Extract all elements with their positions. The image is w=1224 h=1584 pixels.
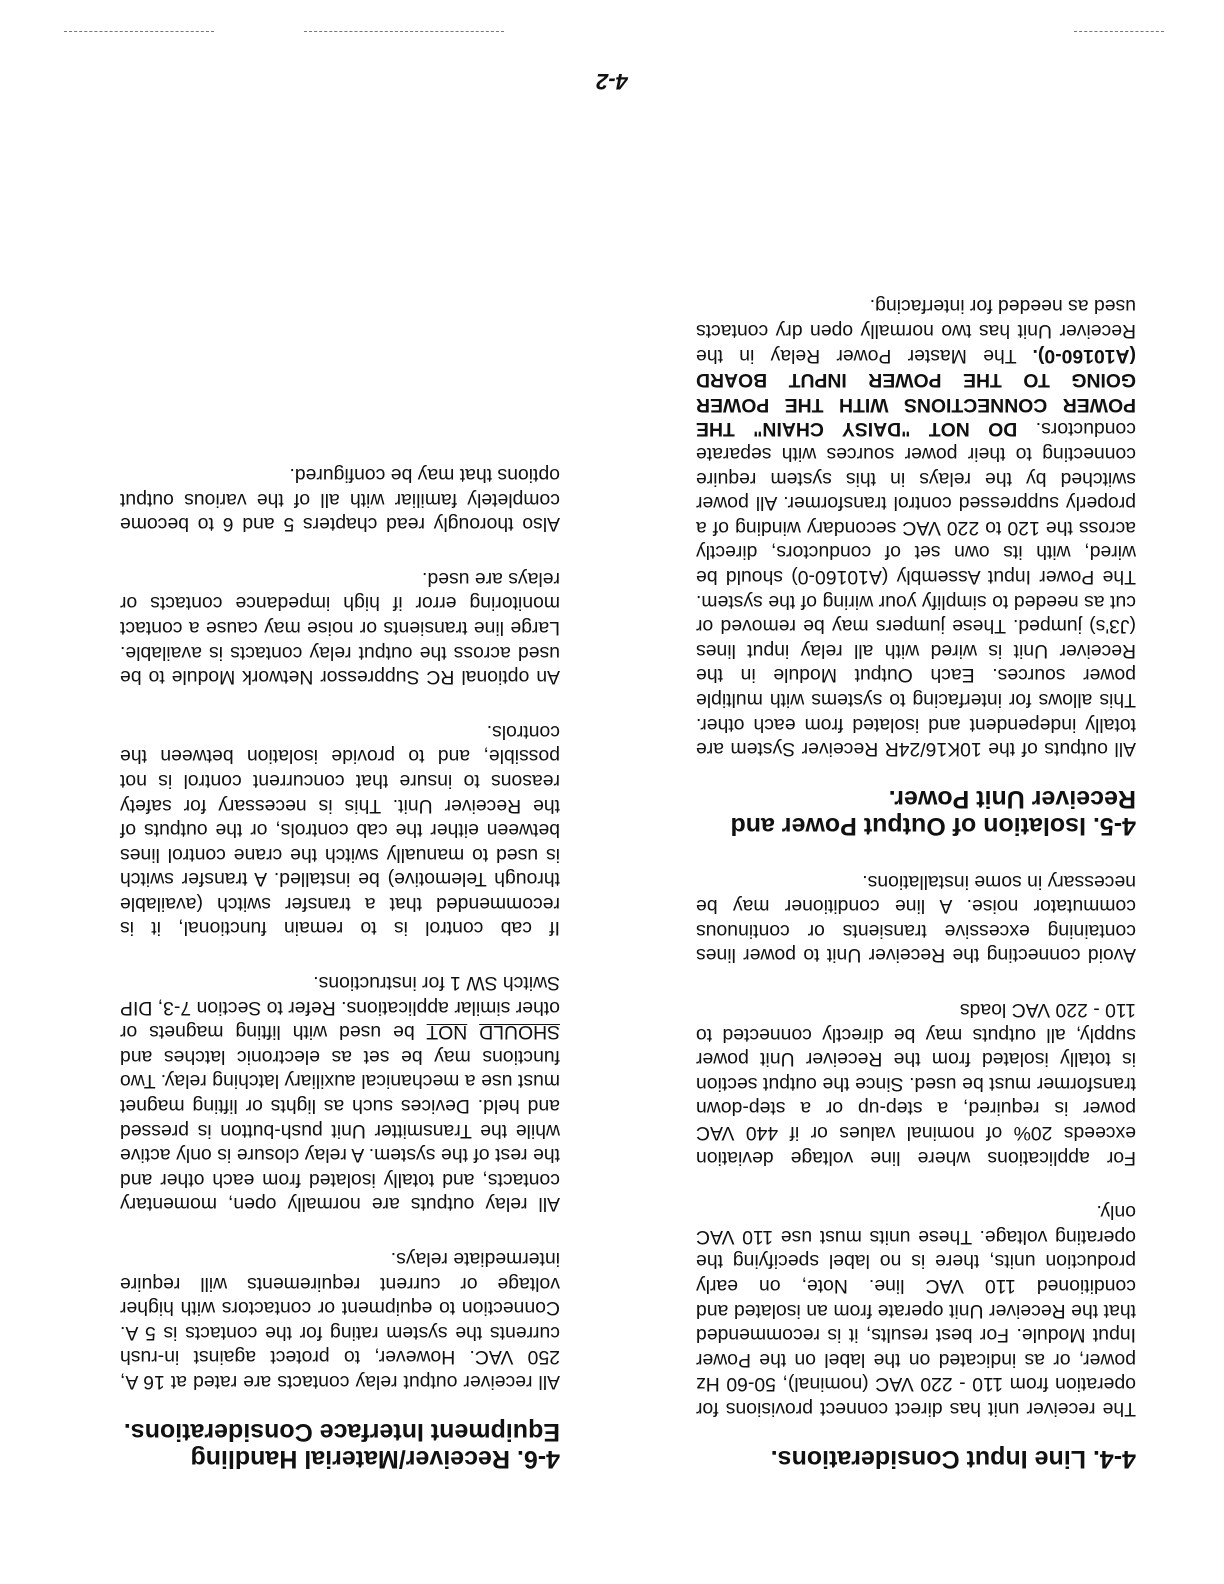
not-emphasis: NOT [426,1021,468,1044]
interface-paragraph-5: Also thorougly read chapters 5 and 6 to become completely familiar with all of the various output options that may be configured. [120,464,560,536]
interface-paragraph-3: If cab control is to remain functional, it is recommended that a transfer switch (available through Telemotive) be installed. A transfer switch is used to manually switch the crane control lines between either the cab controls, or the outputs of the Receiver Unit. This is necessary for safety reasons to insure that concurrent control is not possible, and to provide isolation between the controls. [120,720,560,940]
left-column [696,264,1136,1472]
isolation-text-end: The Master Power Relay in the Receiver Unit has two normally open dry contacts used as needed for interfacing. [696,295,1136,367]
interface-p2-start: All relay outputs are normally open, momentary contacts, and totally isolated from each other and the rest of the system. A relay closure is only active while the Transmitter Unit push-button is pressed and held. Devices such as lights or lifting magnet must use a mechanical auxiliary latching relay. Two functions may be set as electronic latches and [120,1045,560,1216]
page-number: 4-2 [596,69,628,94]
interface-paragraph-2 [120,971,560,1217]
line-input-paragraph-2: For applications where line voltage deviation exceeds 20% of nominal values or if 440 VAC power is required, a step-up or a step-down transformer must be used. Since the output section is totally isolated from the Receiver Unit power supply, all outputs may be directly connected to 110 - 220 VAC loads [696,999,1136,1169]
line-input-paragraph-1: The receiver unit has direct connect provisions for operation from 110 - 220 VAC (nominal), 50-60 Hz power, or as indicated on the label on the Power Input Module. For best results, it is recommended that the Receiver Unit operate from an isolated and conditioned 110 VAC line. Note, on early production units, there is no label specifying the operating voltage. These units must use 110 VAC only. [696,1201,1136,1420]
interface-paragraph-1: All receiver output relay contacts are rated at 16 A, 250 VAC. However, to protect against in-rush currents the system rating for the contacts is 5 A. Connection to equipment or contactors with higher voltage or current requirements will require intermediate relays. [120,1248,560,1393]
scan-artifact-line [304,31,504,32]
interface-p2-end: be used with lifting magnets or other similar applications. Refer to Section 7-3, DIP Switch SW 1 for instructions. [119,972,560,1044]
heading-equipment-interface: 4-6. Receiver/Material Handling Equipment Interface Considerations. [123,1418,560,1473]
scan-artifact-line [1074,31,1164,32]
heading-line-input: 4-4. Line Input Considerations. [770,1445,1136,1473]
isolation-paragraph [696,294,1136,761]
line-input-paragraph-3: Avoid connecting the Receiver Unit to power lines containing excessive transients or continuous commutator noise. A line conditioner may be necessary in some installations. [696,870,1136,967]
scan-artifact-line [64,31,214,32]
heading-isolation: 4-5. Isolation of Output Power and Receiver Unit Power. [730,785,1136,841]
interface-paragraph-4: An optional RC Suppressor Network Module to be used across the output relay contacts is available. Large line transients or noise may cause a contact monitoring error if high impedance contacts or relays are used. [120,567,560,689]
daisy-chain-warning: DO NOT "DAISY CHAIN" THE POWER CONNECTIONS WITH THE POWER GOING TO THE POWER INPUT BOARD (A10160-0). [696,344,1136,441]
right-column [120,432,560,1472]
isolation-text-start: All outputs of the 10K16/24R Receiver System are totally independent and isolated from each other. This allows for interfacing to systems with multiple power sources. Each Output Module in the Receiver Unit is wired with all relay input lines (J3's) jumped. These jumpers may be removed or cut as needed to simplify your wiring of the system. The Power Input Assembly (A10160-0) should be wired, with its own set of conductors, directly across the 120 to 220 VAC secondary winding of a properly suppressed control transformer. All power switched by the relays in this system require connecting to their power sources with separate conductors. [696,418,1136,761]
should-emphasis: SHOULD [479,1021,560,1044]
